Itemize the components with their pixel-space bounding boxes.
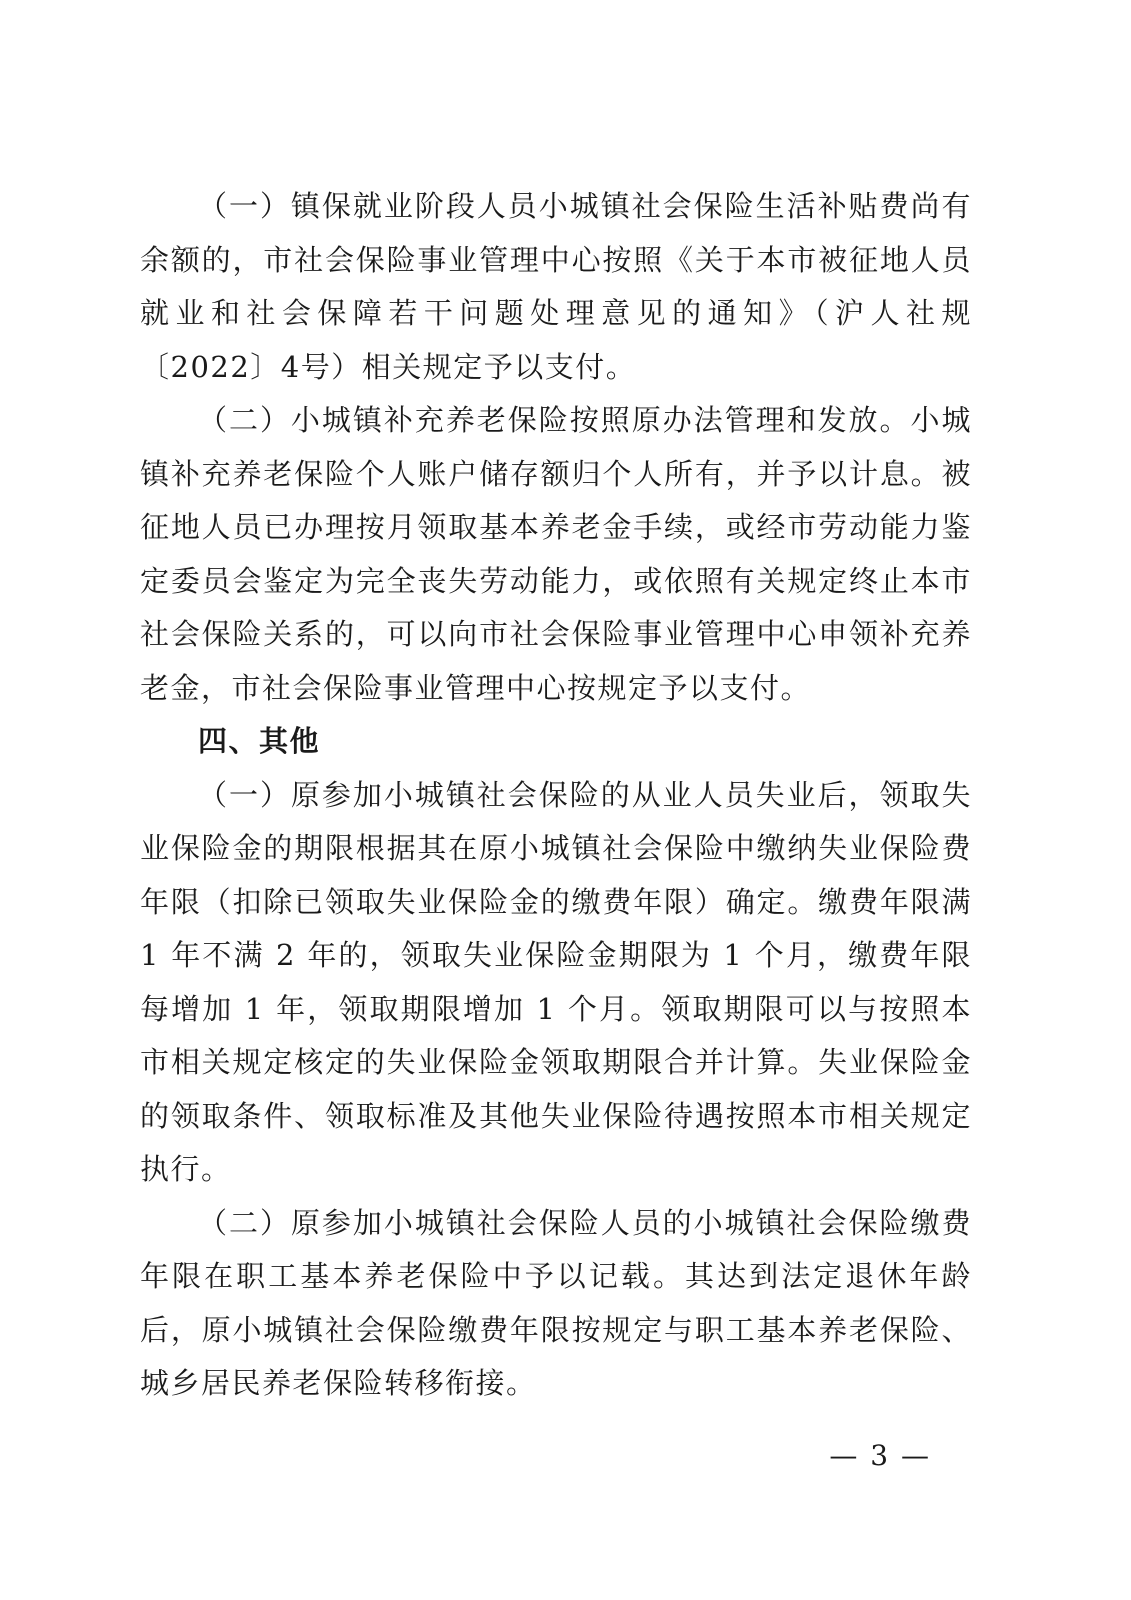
section-heading: 四、其他 (198, 724, 321, 758)
section-paragraph-1: （一）原参加小城镇社会保险的从业人员失业后，领取失业保险金的期限根据其在原小城镇社会保险中缴纳失业保险费年限（扣除已领取失业保险金的缴费年限）确定。缴费年限满 1 年不满 2 年的，领取失业保险金期限为 1 个月，缴费年限每增加 1 年，领取期限增加 1 个月。领取期限可以与按照本市相关规定核定的失业保险金领取期限合并计算。失业保险金的领取条件、领取标准及其他失业保险待遇按照本市相关规定执行。 (140, 777, 972, 1186)
page-number: — 3 — (829, 1439, 931, 1472)
document-body (140, 180, 972, 1411)
section-paragraph-2: （二）原参加小城镇社会保险人员的小城镇社会保险缴费年限在职工基本养老保险中予以记载。其达到法定退休年龄后，原小城镇社会保险缴费年限按规定与职工基本养老保险、城乡居民养老保险转移衔接。 (140, 1205, 972, 1400)
paragraph-1: （一）镇保就业阶段人员小城镇社会保险生活补贴费尚有余额的，市社会保险事业管理中心按照《关于本市被征地人员就业和社会保障若干问题处理意见的通知》（沪人社规〔2022〕4号）相关规定予以支付。 (140, 189, 972, 384)
paragraph-2: （二）小城镇补充养老保险按照原办法管理和发放。小城镇补充养老保险个人账户储存额归个人所有，并予以计息。被征地人员已办理按月领取基本养老金手续，或经市劳动能力鉴定委员会鉴定为完全丧失劳动能力，或依照有关规定终止本市社会保险关系的，可以向市社会保险事业管理中心申领补充养老金，市社会保险事业管理中心按规定予以支付。 (140, 403, 972, 705)
